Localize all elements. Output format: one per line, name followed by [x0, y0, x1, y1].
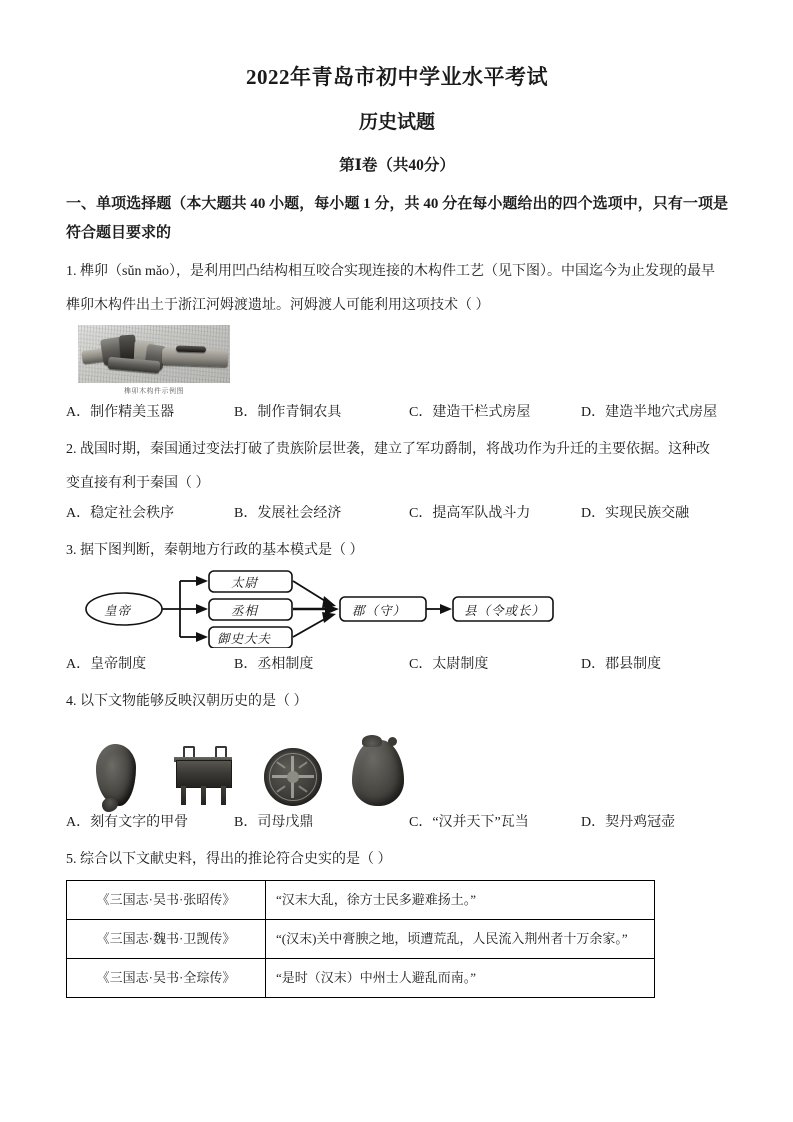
option-c[interactable]: C．建造干栏式房屋: [409, 405, 531, 421]
question-1: [66, 258, 728, 427]
option-d[interactable]: D．契丹鸡冠壶: [581, 815, 676, 831]
option-a[interactable]: A．稳定社会秩序: [66, 506, 175, 522]
option-d[interactable]: D．郡县制度: [581, 657, 662, 673]
source-citation: 《三国志·吴书·全琮传》: [67, 959, 266, 998]
page-content: [66, 0, 728, 998]
section-instructions: 一、单项选择题（本大题共 40 小题，每小题 1 分，共 40 分在每小题给出的四个选项中，只有一项是符合题目要求的: [66, 196, 728, 242]
option-d[interactable]: D．建造半地穴式房屋: [581, 405, 718, 421]
mortise-tenon-photo: [78, 325, 230, 383]
question-3: [66, 537, 728, 679]
document-subtitle: 历史试题: [358, 112, 435, 134]
diagram-label-taiwei: 太尉: [231, 576, 259, 591]
diagram-label-county: 县（令或长）: [464, 604, 546, 619]
question-4-stem-line-1: 4. 以下文物能够反映汉朝历史的是（ ）: [66, 693, 308, 709]
bronze-ding-artifact: [172, 744, 234, 806]
question-2-options: [66, 501, 728, 528]
option-b[interactable]: B．丞相制度: [234, 657, 314, 673]
historical-sources-table: [66, 880, 655, 998]
ding-leg: [201, 786, 206, 805]
question-2-stem-line-1: 2. 战国时期，秦国通过变法打破了贵族阶层世袭，建立了军功爵制，将战功作为升迁的主要依据。这种改: [66, 441, 710, 457]
diagram-label-yushidafu: 御史大夫: [217, 632, 272, 647]
option-b[interactable]: B．发展社会经济: [234, 506, 342, 522]
question-4: [66, 688, 728, 837]
question-3-options: [66, 652, 728, 679]
round-tile-end-artifact: [264, 748, 322, 806]
question-5-stem-line-1: 5. 综合以下文献史料，得出的推论符合史实的是（ ）: [66, 851, 392, 867]
ding-leg: [181, 786, 186, 805]
question-1-stem-line-2: 榫卯木构件出土于浙江河姆渡遗址。河姆渡人可能利用这项技术（ ）: [66, 297, 490, 313]
diagram-label-emperor: 皇帝: [104, 604, 132, 619]
question-1-options: [66, 400, 728, 427]
source-citation: 《三国志·吴书·张昭传》: [67, 881, 266, 920]
figure-caption: 榫卯木构件示例图: [124, 387, 184, 396]
option-a[interactable]: A．制作精美玉器: [66, 405, 175, 421]
mortise-tenon-figure: [78, 325, 230, 396]
option-b[interactable]: B．制作青铜农具: [234, 405, 342, 421]
rooster-crown-pot-artifact: [352, 740, 404, 806]
table-row: [67, 881, 655, 920]
source-quote: “汉末大乱，徐方士民多避难扬土。”: [266, 881, 655, 920]
question-4-options: [66, 810, 728, 837]
ding-leg: [221, 786, 226, 805]
qin-administration-diagram: [84, 570, 554, 648]
source-quote: “是时（汉末）中州士人避乱而南。”: [266, 959, 655, 998]
diagram-label-chengxiang: 丞相: [231, 604, 259, 619]
han-artifacts-figure: [84, 720, 424, 806]
option-a[interactable]: A．皇帝制度: [66, 657, 147, 673]
option-c[interactable]: C．“汉并天下”瓦当: [409, 815, 529, 831]
ding-body: [176, 760, 232, 788]
question-5: [66, 846, 728, 998]
question-2: [66, 436, 728, 528]
option-d[interactable]: D．实现民族交融: [581, 506, 690, 522]
page-title: 2022年青岛市初中学业水平考试: [246, 65, 548, 89]
source-quote: “(汉末)关中膏腴之地，顷遭荒乱，人民流入荆州者十万余家。”: [266, 920, 655, 959]
question-2-stem-line-2: 变直接有利于秦国（ ）: [66, 476, 210, 492]
question-1-stem-line-1: 1. 榫卯（sǔn mǎo），是利用凹凸结构相互咬合实现连接的木构件工艺（见下图）。中国迄今为止发现的最早: [66, 263, 716, 279]
oracle-bone-artifact: [96, 744, 136, 806]
source-citation: 《三国志·魏书·卫觊传》: [67, 920, 266, 959]
option-c[interactable]: C．提高军队战斗力: [409, 506, 531, 522]
diagram-label-commandery: 郡（守）: [352, 604, 407, 619]
section-label: 第Ⅰ卷（共40分）: [339, 156, 455, 174]
table-row: [67, 920, 655, 959]
question-3-stem-line-1: 3. 据下图判断，秦朝地方行政的基本模式是（ ）: [66, 543, 364, 558]
option-c[interactable]: C．太尉制度: [409, 657, 489, 673]
option-b[interactable]: B．司母戊鼎: [234, 815, 314, 831]
table-row: [67, 959, 655, 998]
option-a[interactable]: A．刻有文字的甲骨: [66, 815, 189, 831]
